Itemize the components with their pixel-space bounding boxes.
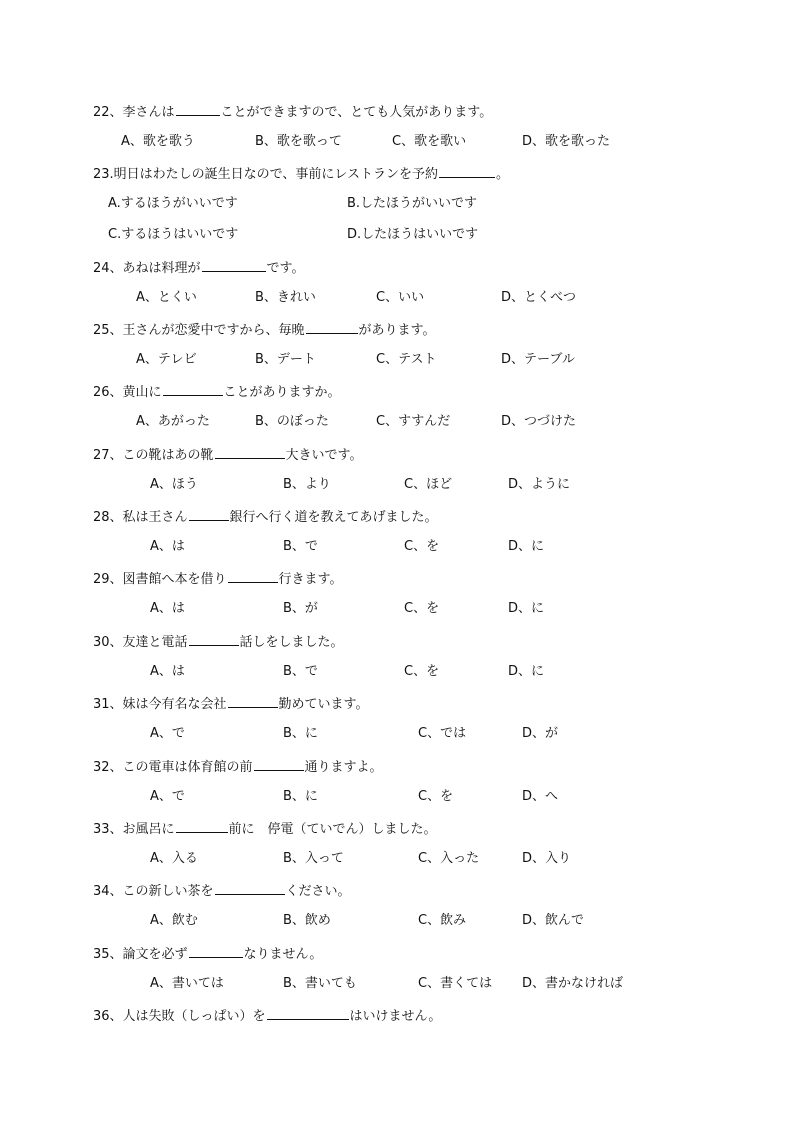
- option-c: C、を: [404, 601, 440, 616]
- option-b: B、書いても: [283, 976, 357, 991]
- answer-blank: [215, 446, 285, 459]
- question-text: ことができますので、とても人気があります。: [220, 105, 493, 120]
- question-text: 話しをしました。: [239, 635, 344, 650]
- question-23: [93, 165, 509, 183]
- question-text: 23.明日はわたしの誕生日なので、事前にレストランを予約: [93, 167, 439, 182]
- option-b: B、が: [283, 601, 318, 616]
- option-c: C、書くては: [418, 976, 493, 991]
- answer-blank: [202, 259, 266, 272]
- question-29: [93, 570, 343, 588]
- option-a: A、入る: [150, 851, 198, 866]
- answer-blank: [439, 165, 495, 178]
- option-b: B、デート: [255, 352, 316, 367]
- option-c: C、を: [404, 664, 440, 679]
- question-text: 28、私は王さん: [93, 510, 188, 525]
- option-c: C、飲み: [418, 913, 467, 928]
- question-text: 大きいです。: [285, 448, 363, 463]
- answer-blank: [215, 882, 285, 895]
- answer-blank: [228, 570, 278, 583]
- option-b: B、きれい: [255, 290, 316, 305]
- question-text: 25、王さんが恋愛中ですから、毎晩: [93, 323, 305, 338]
- answer-blank: [306, 321, 358, 334]
- question-33: [93, 820, 437, 838]
- question-31: [93, 695, 369, 713]
- option-b: B、で: [283, 539, 318, 554]
- option-d: D、テーブル: [501, 352, 575, 367]
- question-text: 32、この電車は体育館の前: [93, 760, 253, 775]
- question-text: ください。: [285, 884, 351, 899]
- option-c: C.するほうはいいです: [108, 227, 239, 242]
- question-text: 22、李さんは: [93, 105, 175, 120]
- option-c: C、を: [404, 539, 440, 554]
- option-b: B、に: [283, 789, 318, 804]
- question-30: [93, 633, 344, 651]
- question-text: 36、人は失敗（しっぱい）を: [93, 1009, 266, 1024]
- question-text: 26、黄山に: [93, 385, 162, 400]
- option-c: C、では: [418, 726, 467, 741]
- option-d: D、に: [508, 539, 545, 554]
- option-a: A.するほうがいいです: [108, 196, 238, 211]
- question-text: なりません。: [243, 947, 323, 962]
- option-a: A、で: [150, 789, 185, 804]
- option-b: B、入って: [283, 851, 344, 866]
- question-24: [93, 259, 305, 277]
- question-text: 前に 停電（ていでん）しました。: [228, 822, 437, 837]
- option-a: A、で: [150, 726, 185, 741]
- option-d: D、が: [522, 726, 559, 741]
- answer-blank: [176, 103, 220, 116]
- answer-blank: [176, 820, 228, 833]
- question-text: はいけません。: [349, 1009, 442, 1024]
- option-a: A、テレビ: [136, 352, 197, 367]
- question-25: [93, 321, 436, 339]
- question-text: 行きます。: [278, 572, 343, 587]
- question-22: [93, 103, 492, 121]
- question-text: 30、友達と電話: [93, 635, 188, 650]
- option-b: B、に: [283, 726, 318, 741]
- option-a: A、は: [150, 539, 185, 554]
- option-a: A、は: [150, 664, 185, 679]
- option-b: B、より: [283, 477, 331, 492]
- answer-blank: [254, 758, 304, 771]
- option-c: C、すすんだ: [376, 414, 451, 429]
- option-d: D、入り: [522, 851, 572, 866]
- option-c: C、テスト: [376, 352, 437, 367]
- question-text: 33、お風呂に: [93, 822, 175, 837]
- question-26: [93, 383, 341, 401]
- option-c: C、いい: [376, 290, 425, 305]
- option-a: A、飲む: [150, 913, 198, 928]
- answer-blank: [267, 1007, 349, 1020]
- question-text: 29、図書館へ本を借り: [93, 572, 227, 587]
- question-32: [93, 758, 383, 776]
- option-b: B、で: [283, 664, 318, 679]
- option-c: C、ほど: [404, 477, 453, 492]
- option-b: B、飲め: [283, 913, 331, 928]
- option-a: A、書いては: [150, 976, 224, 991]
- question-27: [93, 446, 363, 464]
- option-d: D、とくべつ: [501, 290, 577, 305]
- answer-blank: [189, 633, 239, 646]
- question-35: [93, 945, 322, 963]
- option-c: C、入った: [418, 851, 480, 866]
- answer-blank: [163, 383, 223, 396]
- option-a: A、ほう: [150, 477, 198, 492]
- question-text: 。: [496, 167, 510, 182]
- question-text: 勤めています。: [278, 697, 369, 712]
- answer-blank: [189, 945, 243, 958]
- option-d: D、へ: [522, 789, 559, 804]
- option-b: B、歌を歌って: [255, 134, 342, 149]
- question-text: 31、妹は今有名な会社: [93, 697, 227, 712]
- option-b: B、のぼった: [255, 414, 329, 429]
- answer-blank: [228, 695, 278, 708]
- option-a: A、歌を歌う: [121, 134, 195, 149]
- option-d: D、に: [508, 664, 545, 679]
- question-text: 24、あねは料理が: [93, 261, 201, 276]
- question-34: [93, 882, 351, 900]
- option-a: A、とくい: [136, 290, 197, 305]
- option-d: D、飲んで: [522, 913, 585, 928]
- option-a: A、は: [150, 601, 185, 616]
- question-text: ことがありますか。: [223, 385, 341, 400]
- option-c: C、を: [418, 789, 454, 804]
- question-text: 通りますよ。: [304, 760, 383, 775]
- question-text: 35、論文を必ず: [93, 947, 188, 962]
- option-d: D、つづけた: [501, 414, 577, 429]
- option-b: B.したほうがいいです: [347, 196, 478, 211]
- question-36: [93, 1007, 441, 1025]
- question-text: 27、この靴はあの靴: [93, 448, 214, 463]
- answer-blank: [189, 508, 229, 521]
- option-d: D、歌を歌った: [522, 134, 611, 149]
- question-28: [93, 508, 438, 526]
- question-text: です。: [266, 261, 305, 276]
- option-c: C、歌を歌い: [392, 134, 467, 149]
- option-d: D、に: [508, 601, 545, 616]
- option-a: A、あがった: [136, 414, 210, 429]
- option-d: D.したほうはいいです: [347, 227, 479, 242]
- option-d: D、書かなければ: [522, 976, 624, 991]
- question-text: 34、この新しい茶を: [93, 884, 214, 899]
- question-text: があります。: [358, 323, 436, 338]
- question-text: 銀行へ行く道を教えてあげました。: [229, 510, 438, 525]
- option-d: D、ように: [508, 477, 571, 492]
